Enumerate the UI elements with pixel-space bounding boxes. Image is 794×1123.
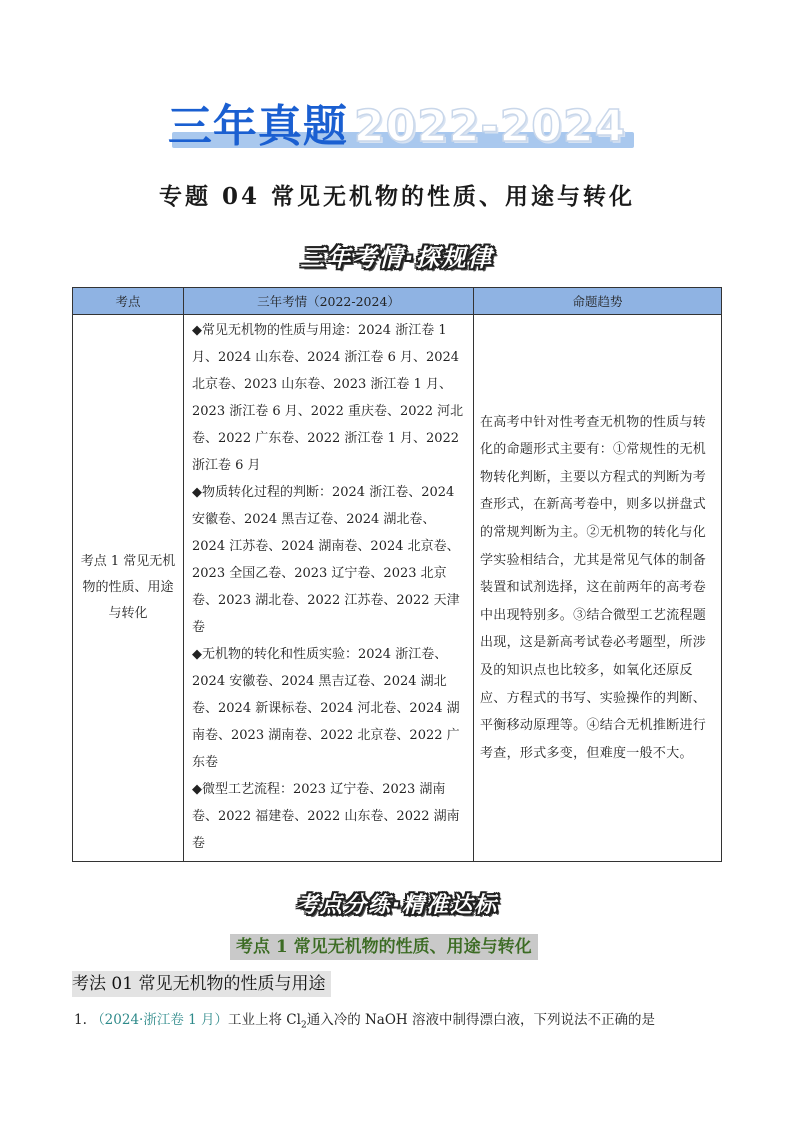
table-header-row <box>73 288 722 315</box>
question-number: 1. <box>74 1012 87 1028</box>
point-cell: 考点 1 常见无机物的性质、用途与转化 <box>73 315 184 862</box>
exam-group: ◆微型工艺流程：2023 辽宁卷、2023 湖南卷、2022 福建卷、2022 山东卷、2022 湖南卷 <box>192 782 460 851</box>
banner-title-years: 2022-2024 <box>353 101 627 152</box>
header-trend: 命题趋势 <box>474 288 722 315</box>
header-point: 考点 <box>73 288 184 315</box>
question-text-before: 工业上将 Cl <box>228 1012 301 1028</box>
trend-cell: 在高考中针对性考查无机物的性质与转化的命题形式主要有：①常规性的无机物转化判断，主要以方程式的判断为考查形式，在新高考卷中，则多以拼盘式的常规判断为主。②无机物的转化与化学实验相结合，尤其是常见气体的制备装置和试剂选择，这在前两年的高考卷中出现特别多。③结合微型工艺流程题出现，这是新高考试卷必考题型，所涉及的知识点也比较多，如氧化还原反应、方程式的书写、实验操作的判断、平衡移动原理等。④结合无机推断进行考查，形式多变，但难度一般不大。 <box>474 315 722 862</box>
exam-group: ◆常见无机物的性质与用途：2024 浙江卷 1 月、2024 山东卷、2024 浙江卷 6 月、2024 北京卷、2023 山东卷、2023 浙江卷 1 月、2023 浙江卷 6 月、2022 重庆卷、2022 河北卷、2022 广东卷、2022 浙江卷 1 月、2022 浙江卷 6 月 <box>192 323 464 473</box>
kaofa-heading: 考法 01 常见无机物的性质与用途 <box>72 971 331 997</box>
banner <box>160 96 634 158</box>
table-row <box>73 315 722 862</box>
question-source: （2024·浙江卷 1 月） <box>91 1012 229 1028</box>
header-exams: 三年考情（2022-2024） <box>184 288 474 315</box>
question-subscript: 2 <box>300 1020 307 1031</box>
section-title-trends: 三年考情·探规律 <box>300 244 494 272</box>
exam-group: ◆无机物的转化和性质实验：2024 浙江卷、2024 安徽卷、2024 黑吉辽卷、2024 湖北卷、2024 新课标卷、2024 河北卷、2024 湖南卷、2023 湖南卷、2022 北京卷、2022 广东卷 <box>192 647 460 770</box>
exam-group: ◆物质转化过程的判断：2024 浙江卷、2024 安徽卷、2024 黑吉辽卷、2024 湖北卷、2024 江苏卷、2024 湖南卷、2024 北京卷、2023 全国乙卷、2023 辽宁卷、2023 北京卷、2023 湖北卷、2022 江苏卷、2022 天津卷 <box>192 485 460 635</box>
kaodian-heading: 考点 1 常见无机物的性质、用途与转化 <box>230 934 538 960</box>
subject-title: 专题 04 常见无机物的性质、用途与转化 <box>158 183 636 210</box>
question-text-after: 通入冷的 NaOH 溶液中制得漂白液，下列说法不正确的是 <box>306 1012 655 1028</box>
banner-title <box>160 96 634 158</box>
banner-title-cn: 三年真题 <box>167 101 348 152</box>
question-1 <box>74 1010 655 1036</box>
section-title-practice: 考点分练·精准达标 <box>295 893 499 918</box>
exams-cell <box>184 315 474 862</box>
exam-summary-table <box>72 287 722 862</box>
